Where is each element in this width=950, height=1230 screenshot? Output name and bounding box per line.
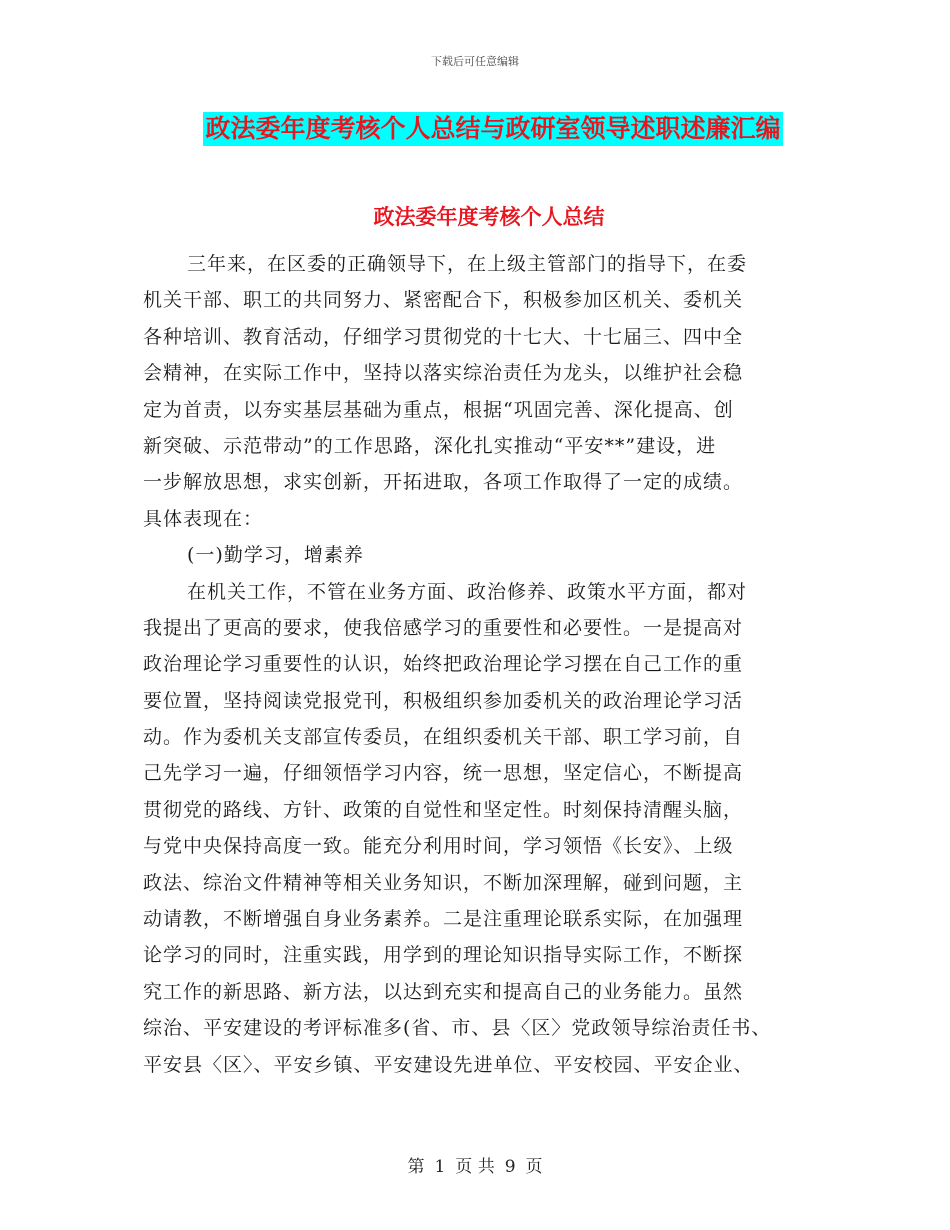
- page-footer: [0, 1152, 950, 1177]
- paragraph-line: 政法、综治文件精神等相关业务知识，不断加深理解，碰到问题，主: [143, 871, 744, 894]
- paragraph-line: 定为首责，以夯实基层基础为重点，根据“巩固完善、深化提高、创: [143, 398, 734, 421]
- document-title: 政法委年度考核个人总结与政研室领导述职述廉汇编: [203, 112, 782, 146]
- paragraph-line: 一步解放思想，求实创新，开拓进取，各项工作取得了一定的成绩。: [143, 471, 744, 494]
- paragraph-line: 三年来，在区委的正确领导下，在上级主管部门的指导下，在委: [187, 253, 748, 275]
- paragraph-line: 动请教，不断增强自身业务素养。二是注重理论联系实际，在加强理: [143, 908, 744, 931]
- footer-prefix: 第: [407, 1157, 425, 1177]
- page-total: 9: [504, 1157, 516, 1177]
- paragraph-line: 要位置，坚持阅读党报党刊，积极组织参加委机关的政治理论学习活: [143, 689, 744, 712]
- paragraph-line: 贯彻党的路线、方针、政策的自觉性和坚定性。时刻保持清醒头脑，: [143, 798, 744, 821]
- paragraph-line: 机关干部、职工的共同努力、紧密配合下，积极参加区机关、委机关: [143, 289, 744, 312]
- paragraph-line: 各种培训、教育活动，仔细学习贯彻党的十七大、十七届三、四中全: [143, 325, 744, 348]
- footer-middle: 页 共: [455, 1157, 495, 1177]
- body-text: [143, 246, 823, 1083]
- paragraph-line: 具体表现在：: [143, 507, 264, 530]
- paragraph-line: 新突破、示范带动”的工作思路，深化扎实推动“平安**”建设，进: [143, 434, 717, 457]
- paragraph-line: 在机关工作，不管在业务方面、政治修养、政策水平方面，都对: [187, 580, 748, 603]
- paragraph-line: 政治理论学习重要性的认识，始终把政治理论学习摆在自己工作的重: [143, 653, 744, 676]
- paragraph-line: 综治、平安建设的考评标准多(省、市、县〈区〉党政领导综治责任书、: [143, 1017, 772, 1040]
- header-note: 下载后可任意编辑: [431, 55, 519, 68]
- paragraph-line: 己先学习一遍，仔细领悟学习内容，统一思想，坚定信心，不断提高: [143, 762, 744, 785]
- paragraph-line: 论学习的同时，注重实践，用学到的理论知识指导实际工作，不断探: [143, 944, 744, 967]
- paragraph-line: 动。作为委机关支部宣传委员，在组织委机关干部、职工学习前，自: [143, 726, 744, 749]
- subheading-line: (一)勤学习，增素养: [187, 544, 364, 567]
- document-title-wrap: [0, 112, 950, 146]
- section-title: 政法委年度考核个人总结: [373, 204, 605, 229]
- paragraph-line: 我提出了更高的要求，使我倍感学习的重要性和必要性。一是提高对: [143, 616, 744, 639]
- footer-suffix: 页: [525, 1157, 543, 1177]
- paragraph-line: 平安县〈区〉、平安乡镇、平安建设先进单位、平安校园、平安企业、: [143, 1053, 754, 1076]
- paragraph-line: 与党中央保持高度一致。能充分利用时间，学习领悟《长安》、上级: [143, 835, 734, 858]
- paragraph-line: 会精神，在实际工作中，坚持以落实综治责任为龙头，以维护社会稳: [143, 362, 744, 385]
- page-number: 1: [434, 1157, 446, 1177]
- paragraph-line: 究工作的新思路、新方法，以达到充实和提高自己的业务能力。虽然: [143, 980, 744, 1003]
